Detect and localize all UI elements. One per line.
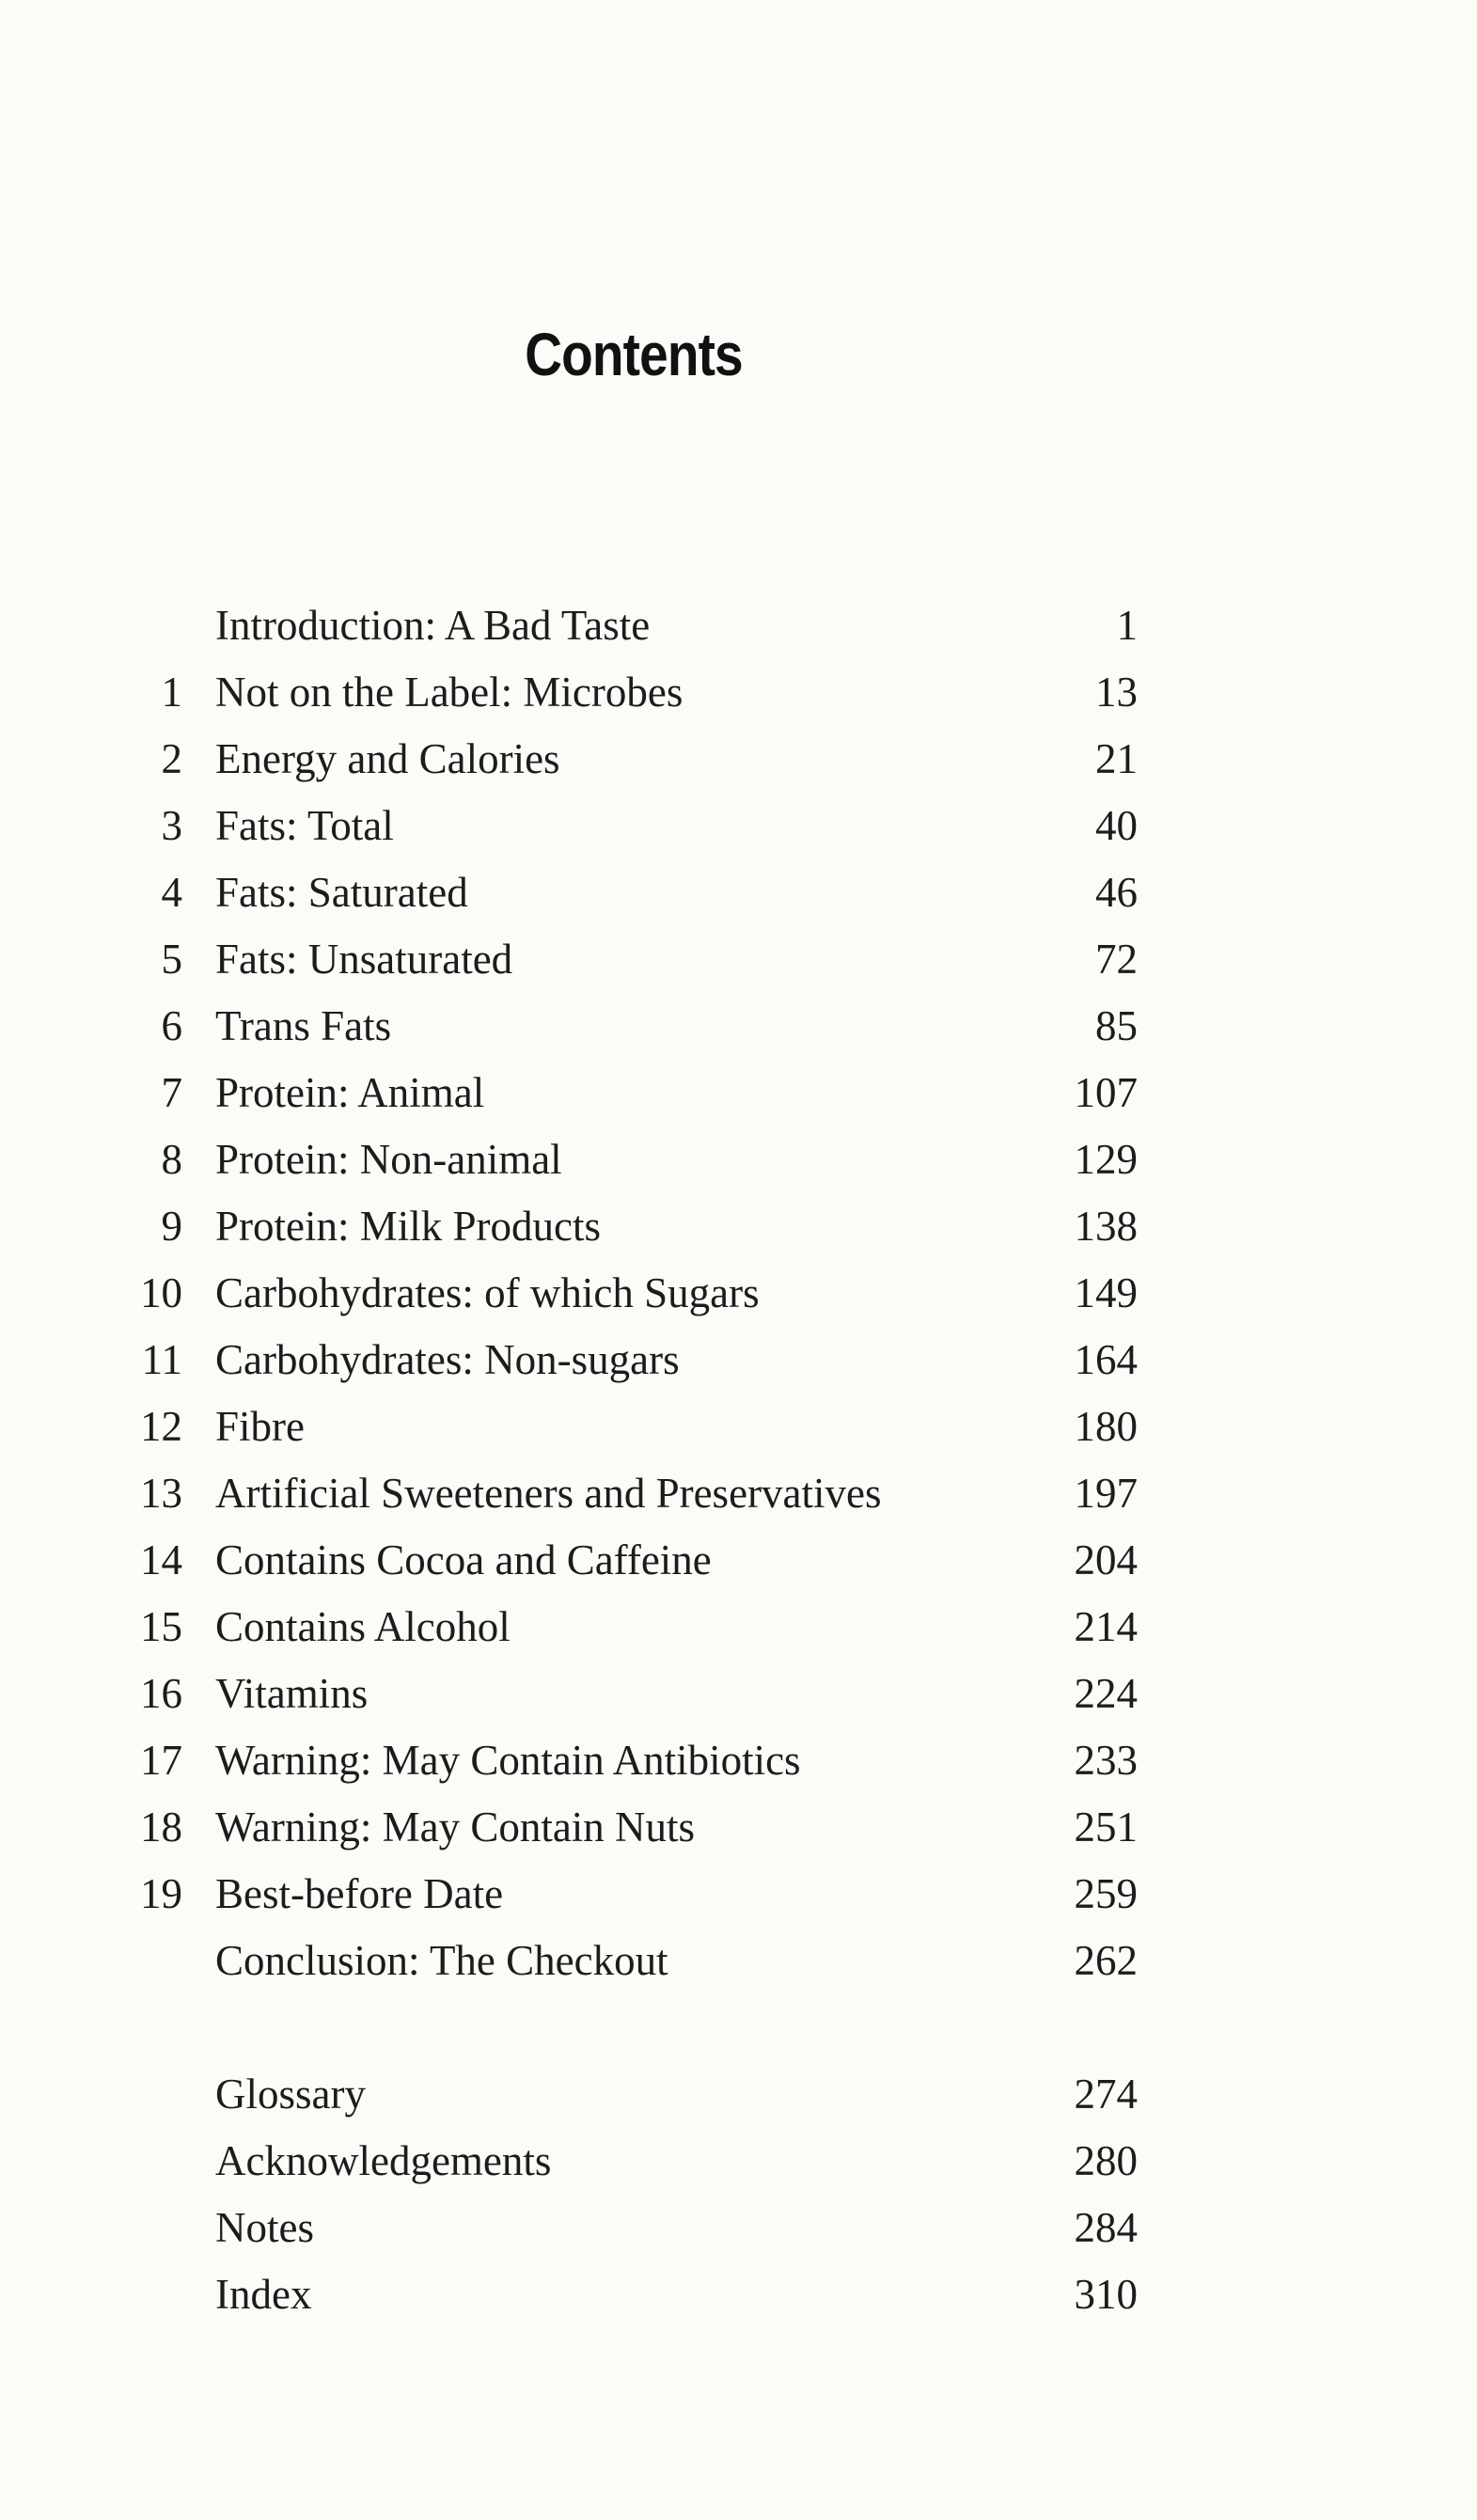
chapter-title: Protein: Milk Products: [215, 1203, 602, 1250]
chapter-number: 3: [161, 802, 182, 849]
page-number: 107: [1074, 1069, 1138, 1116]
toc-entry: [0, 1661, 1477, 1727]
page-number: 149: [1074, 1269, 1138, 1316]
toc-entry: [0, 592, 1477, 659]
chapter-title: Contains Cocoa and Caffeine: [215, 1536, 712, 1583]
back-matter-entry: [0, 2128, 1477, 2195]
page-number: 233: [1074, 1737, 1138, 1784]
chapter-title: Carbohydrates: of which Sugars: [215, 1269, 760, 1316]
back-matter-title: Glossary: [215, 2071, 366, 2118]
page-number: 224: [1074, 1670, 1138, 1717]
back-matter-entry: [0, 2195, 1477, 2261]
page-number: 251: [1074, 1803, 1138, 1851]
chapter-title: Artificial Sweeteners and Preservatives: [215, 1470, 882, 1517]
page-number: 214: [1074, 1603, 1138, 1650]
chapter-title: Warning: May Contain Nuts: [215, 1803, 696, 1851]
chapter-number: 10: [140, 1269, 182, 1316]
toc-entry: [0, 726, 1477, 793]
back-matter-title: Index: [215, 2271, 312, 2318]
chapter-title: Fats: Saturated: [215, 869, 468, 916]
chapter-number: 18: [140, 1803, 182, 1851]
table-of-contents: [0, 592, 1477, 2328]
chapter-title: Contains Alcohol: [215, 1603, 511, 1650]
chapter-number: 17: [140, 1737, 182, 1784]
page-number: 180: [1074, 1403, 1138, 1450]
toc-entry: [0, 1460, 1477, 1527]
toc-entry: [0, 1327, 1477, 1394]
page-number: 310: [1074, 2271, 1138, 2318]
contents-heading: Contents: [525, 321, 743, 388]
toc-entry: [0, 659, 1477, 726]
chapter-title: Conclusion: The Checkout: [215, 1937, 668, 1984]
chapter-title: Warning: May Contain Antibiotics: [215, 1737, 801, 1784]
page-number: 40: [1095, 802, 1138, 849]
toc-entry: [0, 1126, 1477, 1193]
page-number: 1: [1116, 602, 1138, 649]
toc-entry: [0, 926, 1477, 993]
chapter-number: 13: [140, 1470, 182, 1517]
chapter-number: 4: [161, 869, 182, 916]
page-number: 164: [1074, 1336, 1138, 1383]
chapter-number: 12: [140, 1403, 182, 1450]
toc-entry: [0, 859, 1477, 926]
back-matter-title: Acknowledgements: [215, 2137, 552, 2184]
toc-entry: [0, 1727, 1477, 1794]
chapter-title: Best-before Date: [215, 1870, 504, 1917]
toc-entry: [0, 1594, 1477, 1661]
chapter-number: 7: [161, 1069, 182, 1116]
page-number: 138: [1074, 1203, 1138, 1250]
page-number: 129: [1074, 1136, 1138, 1183]
chapter-number: 11: [141, 1336, 182, 1383]
chapter-title: Fats: Unsaturated: [215, 936, 513, 983]
page-number: 197: [1074, 1470, 1138, 1517]
page-number: 204: [1074, 1536, 1138, 1583]
page-number: 259: [1074, 1870, 1138, 1917]
chapter-number: 1: [161, 669, 182, 716]
chapter-number: 16: [140, 1670, 182, 1717]
toc-entry: [0, 1861, 1477, 1928]
chapter-title: Protein: Non-animal: [215, 1136, 562, 1183]
page-number: 72: [1095, 936, 1138, 983]
page-number: 262: [1074, 1937, 1138, 1984]
page-number: 21: [1095, 735, 1138, 782]
chapter-title: Introduction: A Bad Taste: [215, 602, 651, 649]
toc-entry: [0, 1394, 1477, 1460]
chapter-title: Energy and Calories: [215, 735, 560, 782]
chapter-number: 6: [161, 1002, 182, 1049]
toc-entry: [0, 1928, 1477, 1994]
toc-entry: [0, 1060, 1477, 1126]
toc-entry: [0, 1527, 1477, 1594]
page-number: 284: [1074, 2204, 1138, 2251]
toc-entry: [0, 793, 1477, 859]
back-matter-entry: [0, 2261, 1477, 2328]
chapter-number: 2: [161, 735, 182, 782]
chapter-title: Protein: Animal: [215, 1069, 485, 1116]
chapter-number: 9: [161, 1203, 182, 1250]
toc-entry: [0, 1794, 1477, 1861]
toc-entry: [0, 1260, 1477, 1327]
chapter-title: Trans Fats: [215, 1002, 392, 1049]
toc-entry: [0, 993, 1477, 1060]
page-number: 280: [1074, 2137, 1138, 2184]
back-matter-entry: [0, 2061, 1477, 2128]
page-number: 274: [1074, 2071, 1138, 2118]
chapter-number: 14: [140, 1536, 182, 1583]
chapter-title: Carbohydrates: Non-sugars: [215, 1336, 680, 1383]
chapter-number: 5: [161, 936, 182, 983]
toc-entry: [0, 1193, 1477, 1260]
chapter-number: 8: [161, 1136, 182, 1183]
chapter-title: Fibre: [215, 1403, 305, 1450]
chapter-title: Fats: Total: [215, 802, 394, 849]
back-matter-title: Notes: [215, 2204, 314, 2251]
chapter-number: 15: [140, 1603, 182, 1650]
page-number: 13: [1095, 669, 1138, 716]
page-number: 46: [1095, 869, 1138, 916]
chapter-title: Not on the Label: Microbes: [215, 669, 684, 716]
chapter-number: 19: [140, 1870, 182, 1917]
page-number: 85: [1095, 1002, 1138, 1049]
chapter-title: Vitamins: [215, 1670, 369, 1717]
